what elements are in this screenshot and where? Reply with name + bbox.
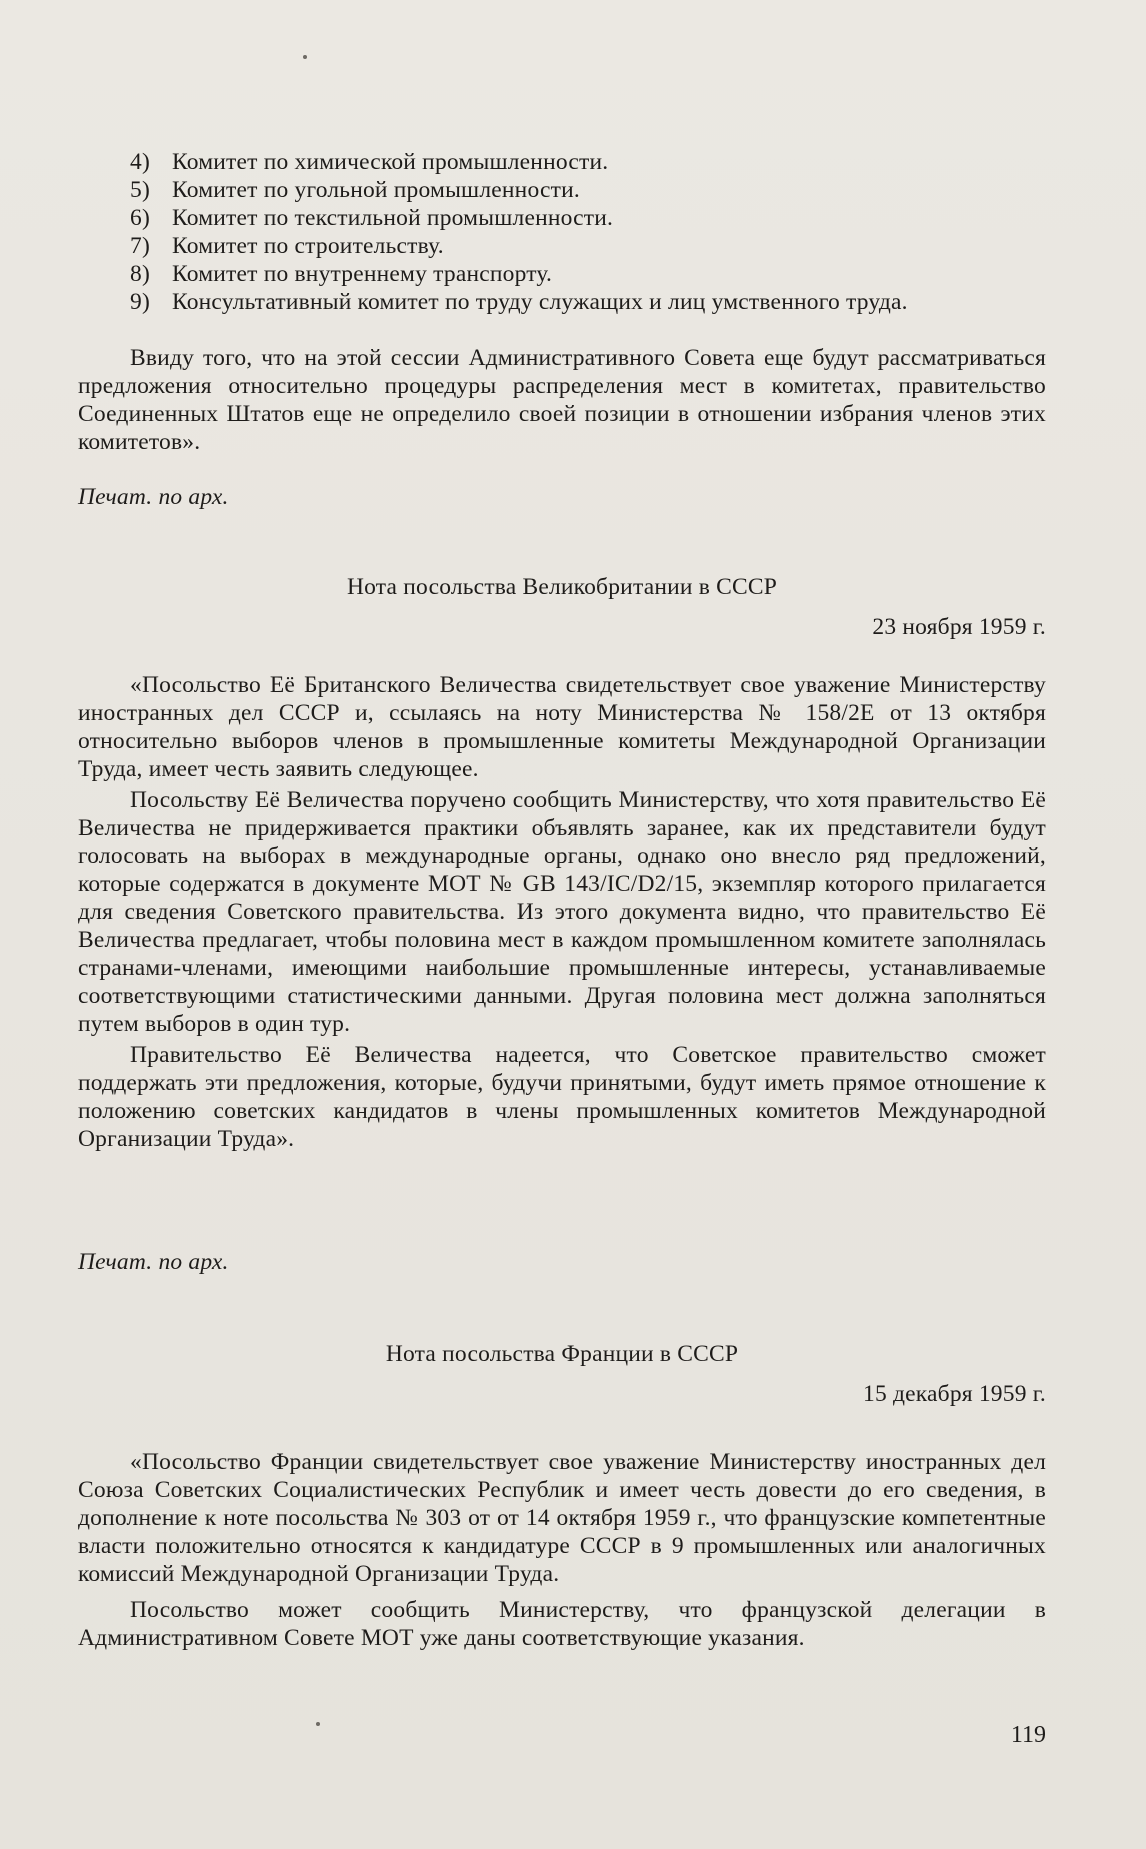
- uk-note-heading: Нота посольства Великобритании в СССР: [346, 574, 777, 600]
- list-item-text: Консультативный комитет по труду служащих и лиц умственного труда.: [172, 289, 908, 315]
- list-item: [130, 232, 1046, 260]
- paragraph: Посольство может сообщить Министерству, что французской делегации в Административном Совете МОТ уже даны соответствующие указания.: [78, 1597, 1046, 1651]
- list-item-text: Комитет по угольной промышленности.: [172, 177, 580, 203]
- france-note-heading-block: [78, 1340, 1046, 1408]
- list-item-text: Комитет по внутреннему транспорту.: [172, 261, 553, 287]
- paragraph: Посольству Её Величества поручено сообщить Министерству, что хотя правительство Её Величества не придерживается практики объявлять заранее, как их представители будут голосовать на выборах в международные органы, однако оно внесло ряд предложений, которые содержатся в документе МОТ № GB 143/IC/D2/15, экземпляр которого прилагается для сведения Советского правительства. Из этого документа видно, что правительство Её Величества предлагает, чтобы половина мест в каждом промышленном комитете заполнялась странами-членами, имеющими наибольшие промышленные интересы, устанавливаемые соответствующими статистическими данными. Другая половина мест должна заполняться путем выборов в один тур.: [78, 787, 1046, 1037]
- list-item-number: 9): [130, 289, 150, 315]
- paragraph: «Посольство Её Британского Величества свидетельствует свое уважение Министерству иностранных дел СССР и, ссылаясь на ноту Министерства № 158/2Е от 13 октября относительно выборов членов в промышленные комитеты Международной Организации Труда, имеет честь заявить следующее.: [78, 672, 1046, 782]
- list-item: [130, 288, 1046, 316]
- france-note-heading: Нота посольства Франции в СССР: [385, 1341, 739, 1367]
- france-note-date: 15 декабря 1959 г.: [863, 1381, 1046, 1407]
- us-note-closing: [78, 344, 1046, 456]
- list-item-number: 5): [130, 177, 150, 203]
- committee-list: [130, 148, 1046, 316]
- uk-note-date: 23 ноября 1959 г.: [872, 614, 1046, 640]
- paragraph: Правительство Её Величества надеется, что Советское правительство сможет поддержать эти предложения, которые, будучи принятыми, будут иметь прямое отношение к положению советских кандидатов в члены промышленных комитетов Международной Организации Труда».: [78, 1042, 1046, 1152]
- source-note: [78, 483, 1046, 511]
- list-item-text: Комитет по химической промышленности.: [172, 149, 609, 175]
- paragraph: «Посольство Франции свидетельствует свое уважение Министерству иностранных дел Союза Советских Социалистических Республик и имеет честь довести до его сведения, в дополнение к ноте посольства № 303 от от 14 октября 1959 г., что французские компетентные власти положительно относятся к кандидатуре СССР в 9 промышленных или аналогичных комиссий Международной Организации Труда.: [78, 1449, 1046, 1587]
- print-speck: [303, 55, 307, 59]
- page-number: 119: [1010, 1722, 1046, 1748]
- france-note-body: [78, 1448, 1046, 1652]
- uk-note-body: [78, 671, 1046, 1153]
- list-item: [130, 148, 1046, 176]
- list-item-number: 7): [130, 233, 150, 259]
- print-speck: [316, 1722, 320, 1726]
- paragraph: Ввиду того, что на этой сессии Административного Совета еще будут рассматриваться предложения относительно процедуры распределения мест в комитетах, правительство Соединенных Штатов еще не определило своей позиции в отношении избрания членов этих комитетов».: [78, 345, 1046, 455]
- source-note: [78, 1248, 1046, 1276]
- list-item-number: 4): [130, 149, 150, 175]
- source-citation: Печат. по арх.: [78, 484, 229, 510]
- uk-note-heading-block: [78, 573, 1046, 641]
- list-item: [130, 176, 1046, 204]
- list-item-text: Комитет по текстильной промышленности.: [172, 205, 614, 231]
- list-item: [130, 260, 1046, 288]
- list-item: [130, 204, 1046, 232]
- list-item-number: 6): [130, 205, 150, 231]
- list-item-text: Комитет по строительству.: [172, 233, 444, 259]
- source-citation: Печат. по арх.: [78, 1249, 229, 1275]
- list-item-number: 8): [130, 261, 150, 287]
